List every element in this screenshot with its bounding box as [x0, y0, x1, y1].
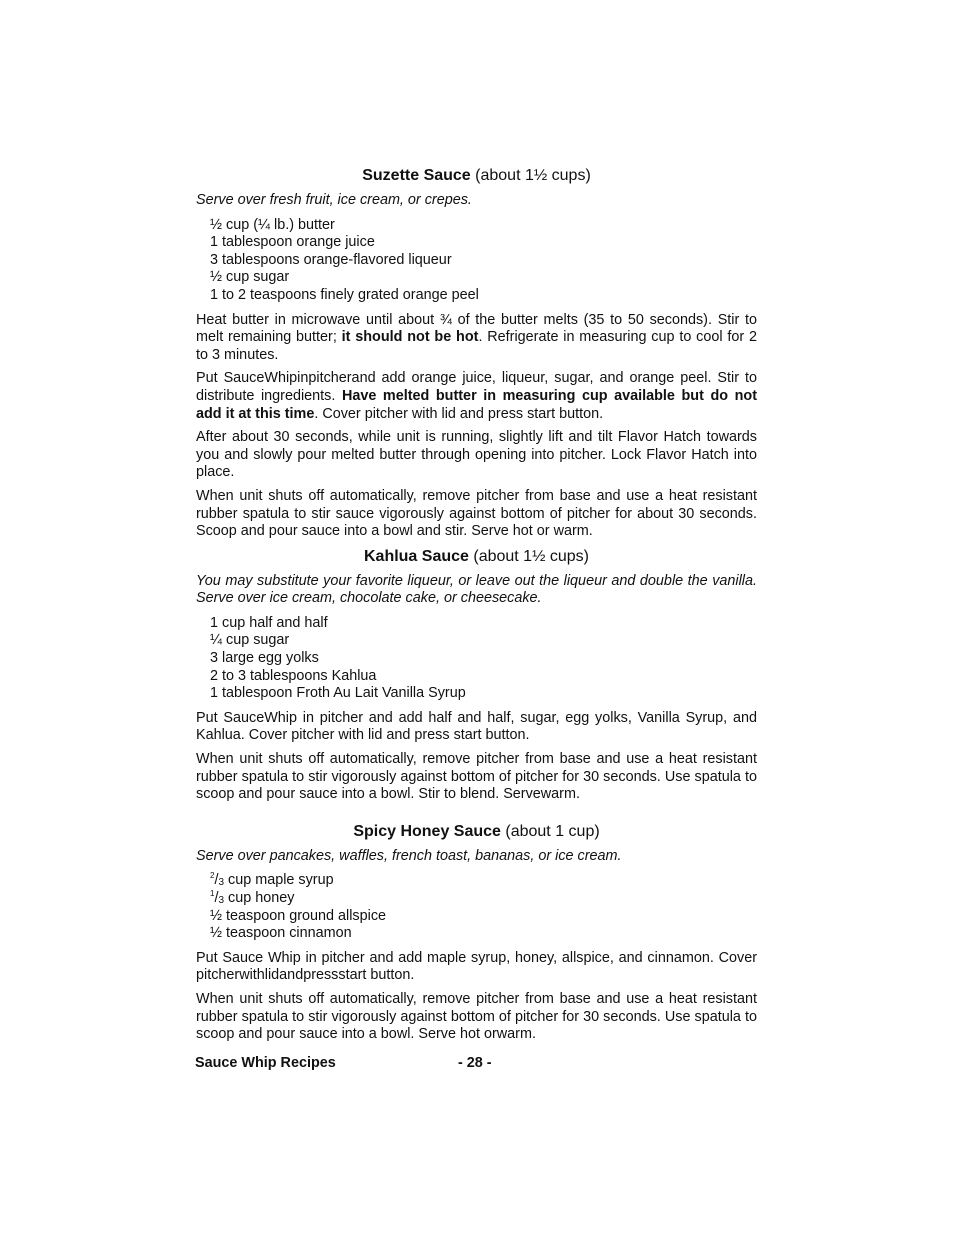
recipe-name: Suzette Sauce	[362, 167, 471, 184]
instruction-step: When unit shuts off automatically, remove pitcher from base and use a heat resistant rubber spatula to stir vigorously against bottom of pitcher for 30 seconds. Use spatula to scoop and pour sauce into a bowl. Stir to blend. Servewarm.	[196, 751, 757, 803]
page-footer	[195, 1055, 758, 1071]
ingredient: ½ teaspoon ground allspice	[210, 907, 387, 924]
recipe-name: Spicy Honey Sauce	[353, 822, 501, 840]
recipe-yield: (about 1 cup)	[500, 822, 600, 840]
ingredient: ½ cup sugar	[210, 269, 290, 286]
instruction-step: Put SauceWhip in pitcher and add half and half, sugar, egg yolks, Vanilla Syrup, and Kahlua. Cover pitcher with lid and press start button.	[196, 709, 757, 744]
ingredient: 1 cup half and half	[210, 614, 328, 631]
recipe-intro: Serve over fresh fruit, ice cream, or crepes.	[196, 192, 472, 208]
ingredient: 1 tablespoon orange juice	[210, 234, 375, 251]
ingredient: 2 to 3 tablespoons Kahlua	[210, 667, 377, 684]
footer-section-title: Sauce Whip Recipes	[195, 1055, 336, 1071]
instruction-step: Put SauceWhipinpitcherand add orange juice, liqueur, sugar, and orange peel. Stir to distribute ingredients. Have melted butter in measuring cup available but do not add it at this time. Cover pitcher with lid and press start button.	[196, 370, 757, 422]
instruction-step: Heat butter in microwave until about ¾ of the butter melts (35 to 50 seconds). Stir to melt remaining butter; it should not be hot. Refrigerate in measuring cup to cool for 2 to 3 minutes.	[196, 311, 757, 363]
ingredient: 1 tablespoon Froth Au Lait Vanilla Syrup	[210, 685, 466, 702]
recipe-yield: (about 1½ cups)	[470, 167, 591, 184]
instruction-step: When unit shuts off automatically, remove pitcher from base and use a heat resistant rubber spatula to stir sauce vigorously against bottom of pitcher for about 30 seconds. Scoop and pour sauce into a bowl and stir. Serve hot or warm.	[196, 487, 757, 540]
instruction-step: When unit shuts off automatically, remove pitcher from base and use a heat resistant rubber spatula to stir vigorously against bottom of pitcher for 30 seconds. Use spatula to scoop and pour sauce into a bowl. Serve hot orwarm.	[196, 990, 757, 1043]
recipe-title	[196, 166, 757, 186]
ingredient: 1 to 2 teaspoons finely grated orange peel	[210, 286, 479, 303]
ingredient-list	[210, 872, 757, 942]
instruction-step: After about 30 seconds, while unit is running, slightly lift and tilt Flavor Hatch towards you and slowly pour melted butter through opening into pitcher. Lock Flavor Hatch into place.	[196, 429, 757, 481]
ingredient: ¼ cup sugar	[210, 632, 290, 649]
ingredient: ½ teaspoon cinnamon	[210, 925, 352, 942]
ingredient-list	[210, 615, 757, 703]
recipe-name: Kahlua Sauce	[363, 547, 469, 565]
ingredient: $^1/_3$ cup honey	[210, 889, 295, 906]
page-number: - 28 -	[458, 1055, 492, 1071]
recipe-yield: (about 1½ cups)	[468, 547, 589, 565]
recipe-title	[196, 822, 757, 842]
instruction-step: Put Sauce Whip in pitcher and add maple syrup, honey, allspice, and cinnamon. Cover pitcherwithlidandpressstart button.	[196, 949, 757, 984]
recipe-title	[196, 547, 757, 567]
ingredient-list	[210, 217, 757, 305]
ingredient: ½ cup (¼ lb.) butter	[210, 216, 335, 233]
recipe-page	[196, 166, 757, 1050]
recipe-intro: You may substitute your favorite liqueur, or leave out the liqueur and double the vanilla. Serve over ice cream, chocolate cake, or cheesecake.	[196, 572, 757, 607]
ingredient: 3 large egg yolks	[210, 650, 319, 667]
section-gap	[196, 810, 757, 822]
recipe-intro: Serve over pancakes, waffles, french toast, bananas, or ice cream.	[196, 847, 622, 864]
ingredient: $^2/_3$ cup maple syrup	[210, 871, 334, 889]
ingredient: 3 tablespoons orange-flavored liqueur	[210, 251, 452, 268]
